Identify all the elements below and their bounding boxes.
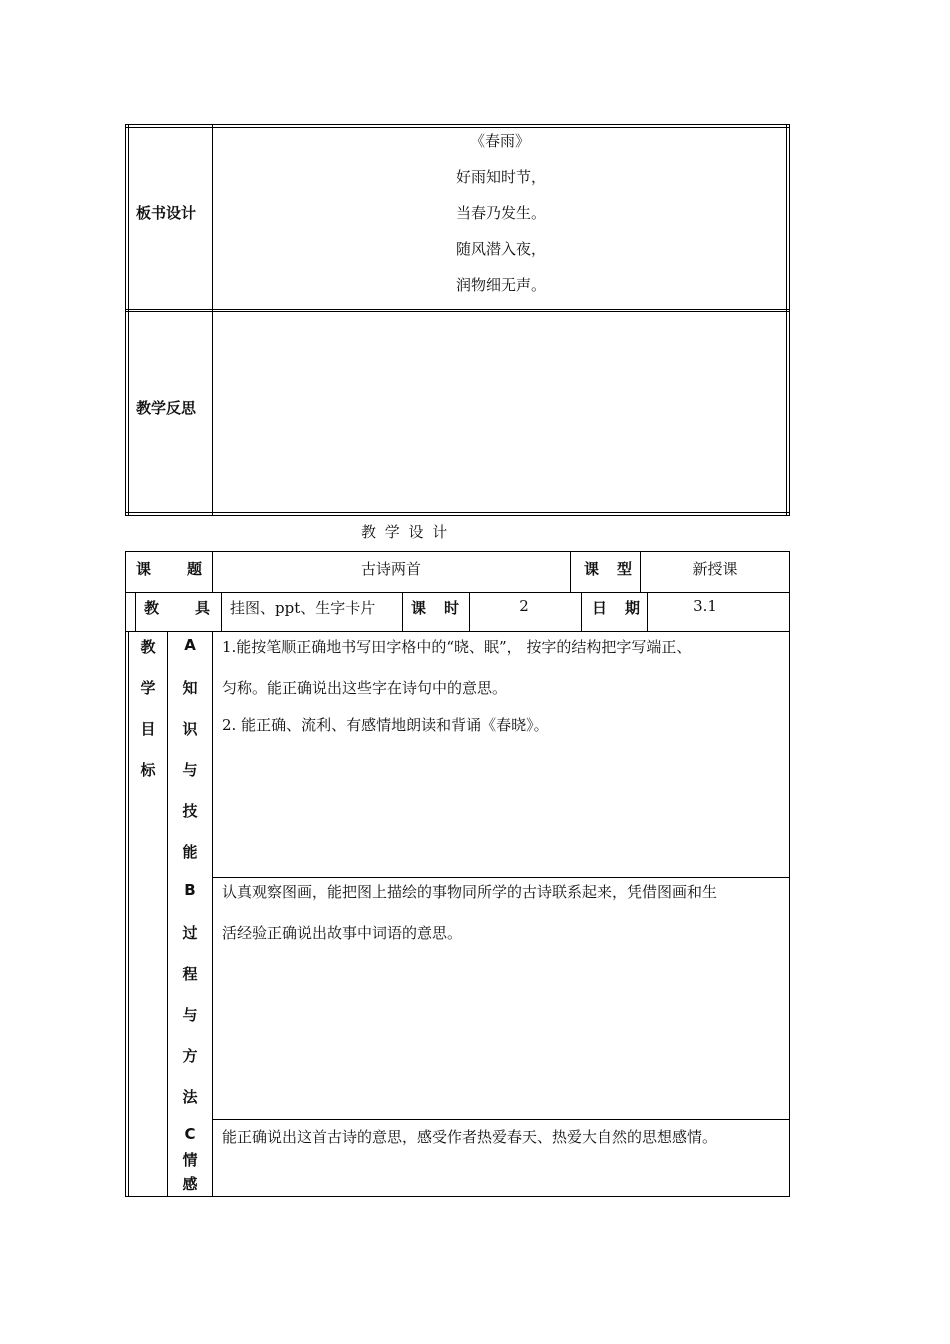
poem-line-3: 随风潜入夜， — [456, 240, 547, 258]
goal-b-line-1: 认真观察图画，能把图上描绘的事物同所学的古诗联系起来，凭借图画和生 — [222, 883, 718, 901]
goal-a-line-3: 2. 能正确、流利、有感情地朗读和背诵《春晓》。 — [222, 716, 549, 734]
poem-title: 《春雨》 — [469, 132, 530, 150]
tools-value: 挂图、ppt、生字卡片 — [230, 599, 376, 617]
topic-label: 课 题 — [136, 560, 202, 578]
goal-a-label: A 知 识 与 技 能 — [182, 636, 198, 861]
goal-b-line-2: 活经验正确说出故事中词语的意思。 — [222, 924, 463, 942]
reflection-label: 教学反思 — [136, 399, 197, 417]
design-heading: 教 学 设 计 — [361, 523, 450, 541]
goal-a-line-1: 1.能按笔顺正确地书写田字格中的“晓、眠”， 按字的结构把字写端正、 — [222, 638, 692, 656]
date-value: 3.1 — [693, 597, 717, 615]
poem-line-4: 润物细无声。 — [456, 276, 547, 294]
goal-c-line-1: 能正确说出这首古诗的意思，感受作者热爱春天、热爱大自然的思想感情。 — [222, 1128, 718, 1146]
date-label: 日 期 — [592, 599, 640, 617]
goal-b-label: B 过 程 与 方 法 — [182, 881, 198, 1106]
goal-c-label: C 情 感 — [182, 1125, 198, 1193]
topic-value: 古诗两首 — [360, 560, 421, 578]
period-label: 课 时 — [411, 599, 459, 617]
poem-line-2: 当春乃发生。 — [456, 204, 547, 222]
tools-label: 教 具 — [144, 599, 210, 617]
period-value: 2 — [519, 597, 529, 615]
goal-a-line-2: 匀称。能正确说出这些字在诗句中的意思。 — [222, 679, 508, 697]
board-design-label: 板书设计 — [136, 204, 197, 222]
goals-label: 教 学 目 标 — [140, 638, 156, 779]
type-value: 新授课 — [692, 560, 738, 578]
type-label: 课 型 — [584, 560, 632, 578]
poem-line-1: 好雨知时节， — [456, 168, 547, 186]
